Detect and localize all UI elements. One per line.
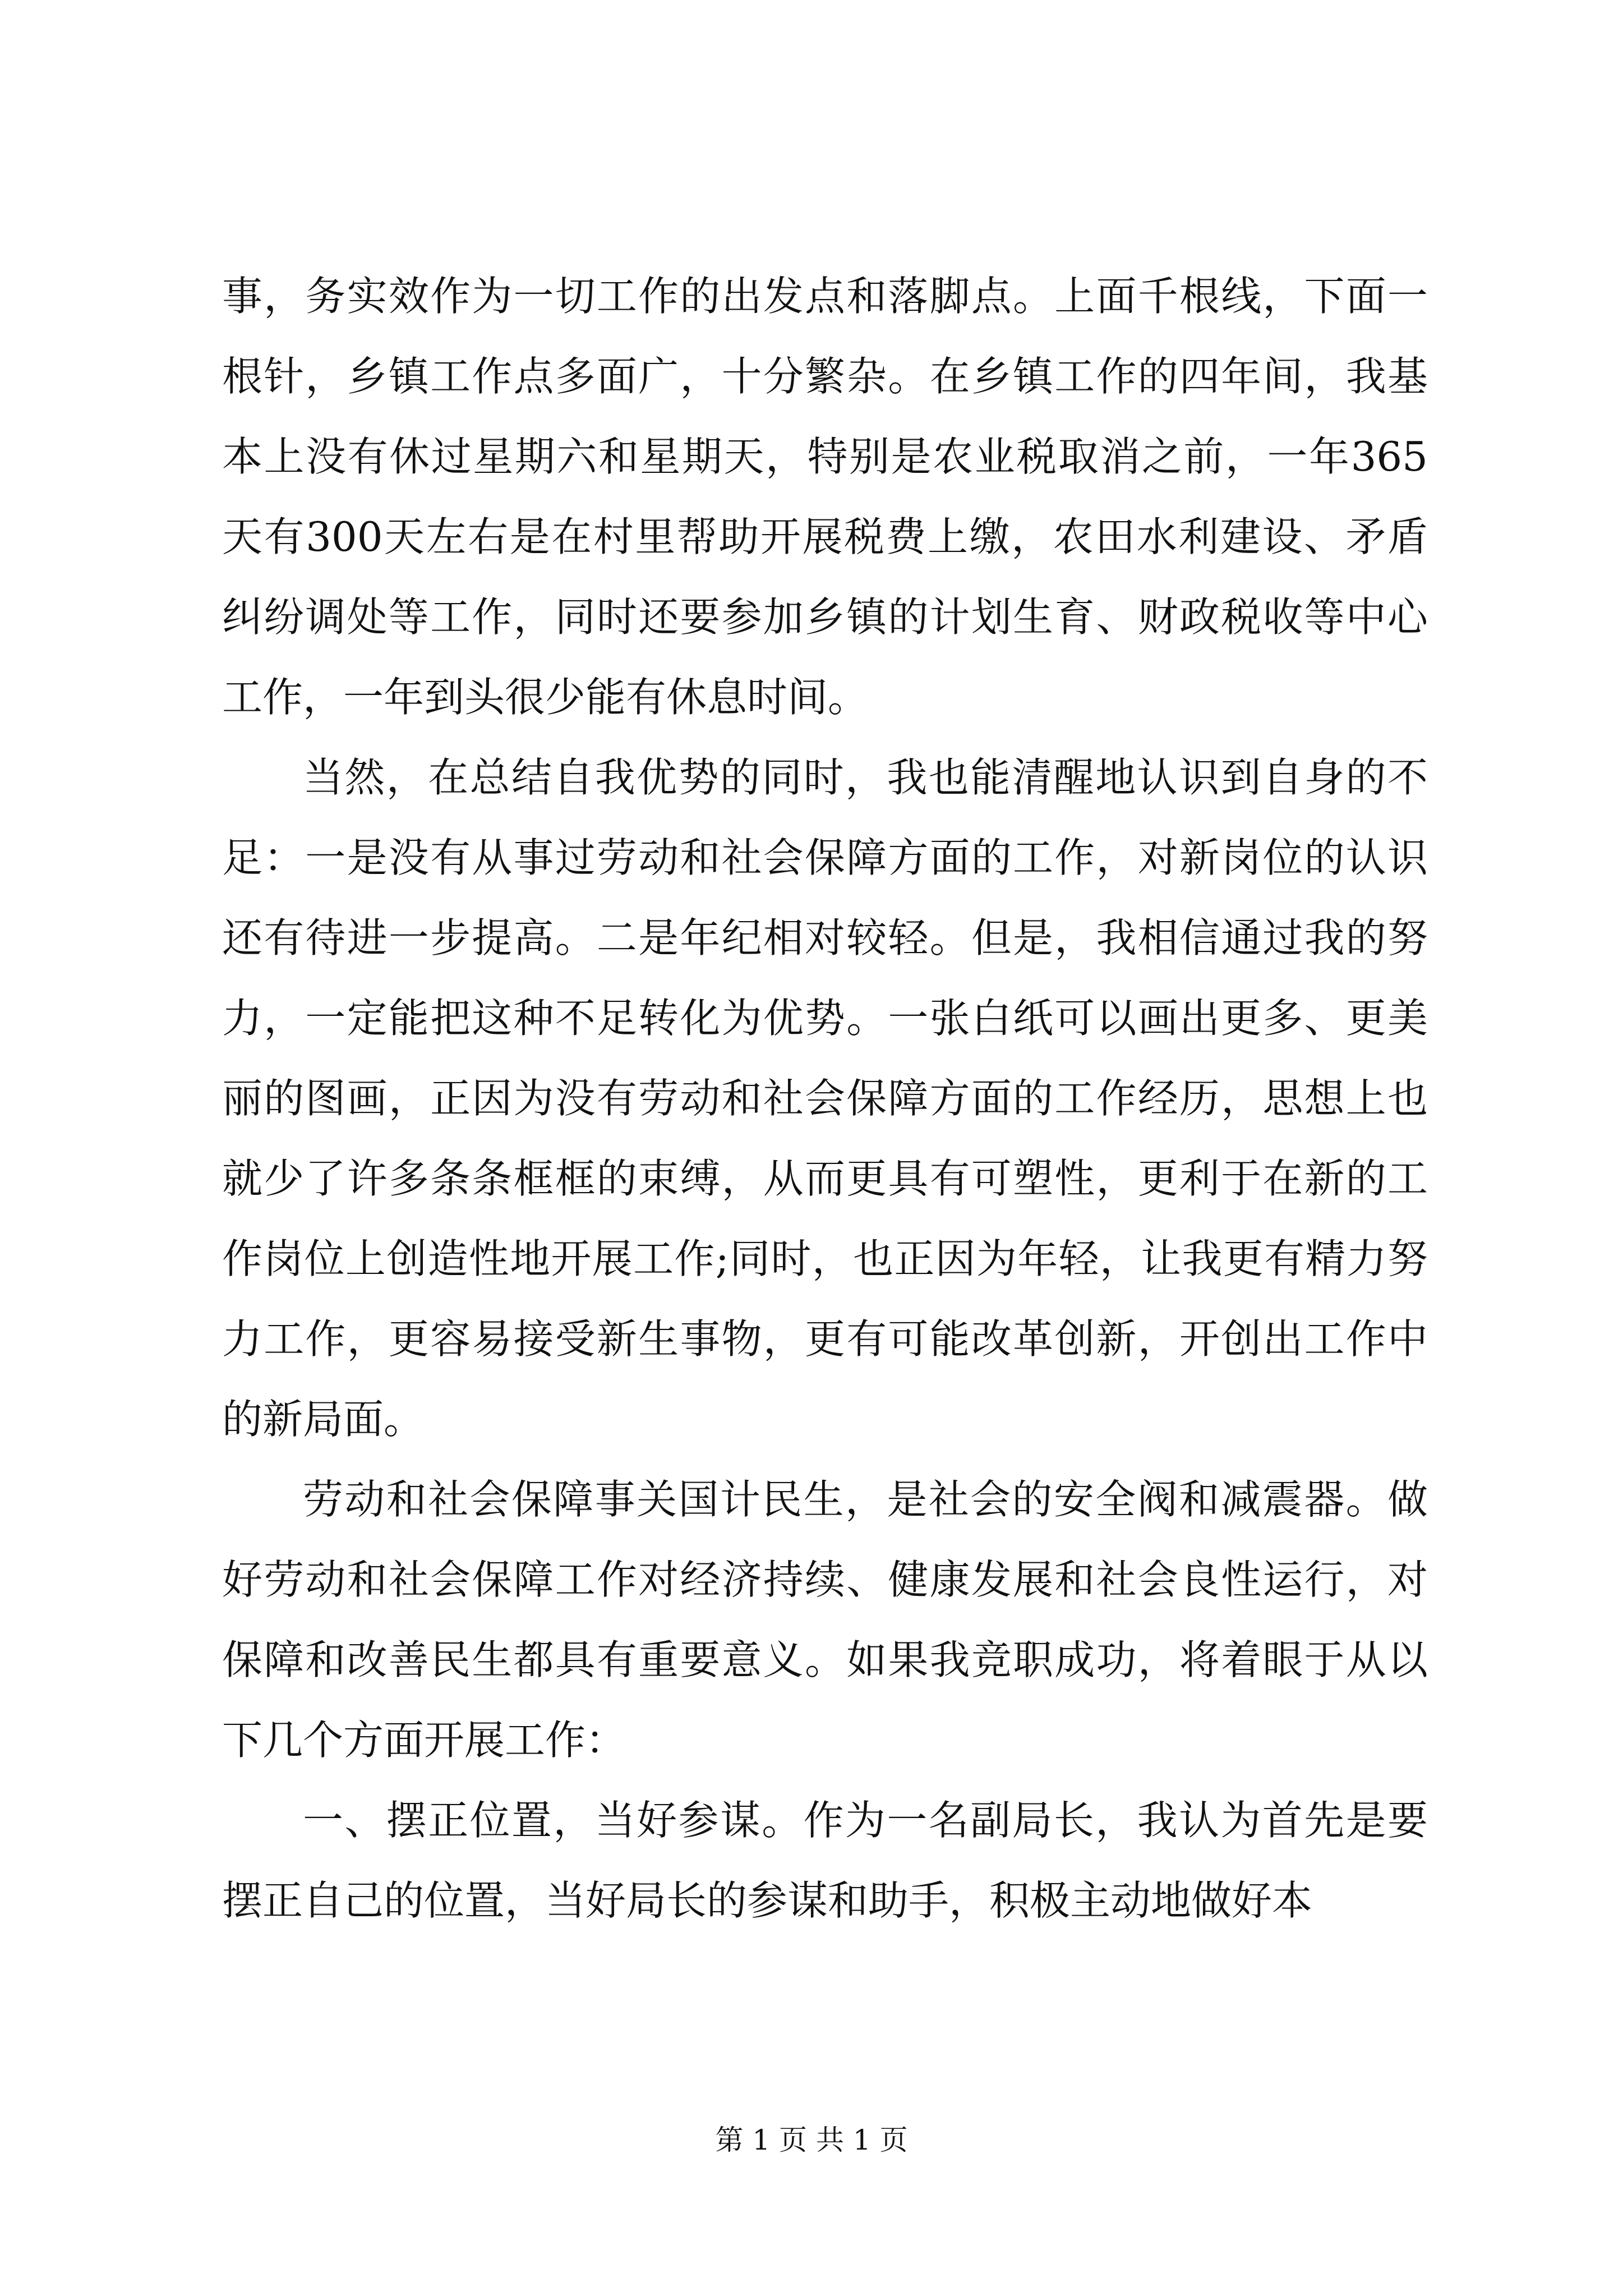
page-footer: 第 1 页 共 1 页: [715, 2124, 908, 2156]
paragraph-2: 当然，在总结自我优势的同时，我也能清醒地认识到自身的不足：一是没有从事过劳动和社会保障方面的工作，对新岗位的认识还有待进一步提高。二是年纪相对较轻。但是，我相信通过我的努力，一定能把这种不足转化为优势。一张白纸可以画出更多、更美丽的图画，正因为没有劳动和社会保障方面的工作经历，思想上也就少了许多条条框框的束缚，从而更具有可塑性，更利于在新的工作岗位上创造性地开展工作;同时，也正因为年轻，让我更有精力努力工作，更容易接受新生事物，更有可能改革创新，开创出工作中的新局面。: [222, 754, 1428, 1443]
paragraph-1: 事，务实效作为一切工作的出发点和落脚点。上面千根线，下面一根针，乡镇工作点多面广，十分繁杂。在乡镇工作的四年间，我基本上没有休过星期六和星期天，特别是农业税取消之前，一年365天有300天左右是在村里帮助开展税费上缴，农田水利建设、矛盾纠纷调处等工作，同时还要参加乡镇的计划生育、财政税收等中心工作，一年到头很少能有休息时间。: [222, 273, 1428, 721]
paragraph-4: 一、摆正位置，当好参谋。作为一名副局长，我认为首先是要摆正自己的位置，当好局长的参谋和助手，积极主动地做好本: [222, 1797, 1428, 1924]
document-body: [222, 256, 1428, 1941]
paragraph-3: 劳动和社会保障事关国计民生，是社会的安全阀和减震器。做好劳动和社会保障工作对经济持续、健康发展和社会良性运行，对保障和改善民生都具有重要意义。如果我竞职成功，将着眼于从以下几个方面开展工作：: [222, 1476, 1428, 1764]
